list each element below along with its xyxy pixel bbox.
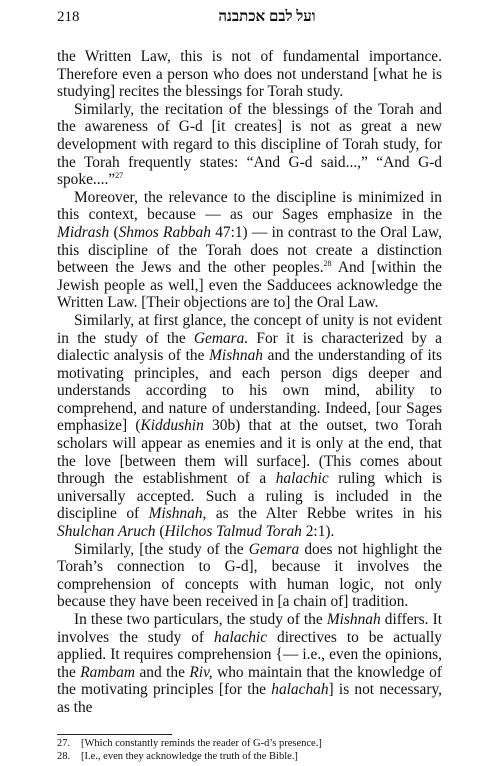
page-number: 218	[57, 9, 80, 25]
text-run: (	[109, 223, 119, 241]
text-run: who maintain that the knowledge of the motivating principles [for the	[57, 663, 442, 699]
italic-text: Mishnah	[209, 347, 263, 365]
text-run: ruling which is universally accepted. Such a ruling is included in the discipline of	[57, 470, 442, 523]
text-run: 30b) that at the outset, two Torah scholars will appear as enemies and it is only at the end, that the love [between them will surface]. (This comes about through the establishment of a	[57, 417, 442, 488]
running-title: ועל לבם אכתבנה	[218, 9, 316, 25]
body-text	[57, 48, 442, 717]
footnote	[57, 750, 442, 763]
paragraph	[57, 189, 442, 312]
text-run: directives to be actually applied. It requires comprehension {— i.e., even the opinions, the	[57, 628, 442, 681]
footnote-text: [I.e., even they acknowledge the truth of the Bible.]	[81, 751, 298, 762]
text-run: and the	[134, 663, 190, 681]
italic-text: Gemara	[248, 540, 300, 558]
italic-text: Midrash	[57, 223, 110, 241]
page-header	[57, 9, 442, 29]
italic-text: Kiddushin	[140, 417, 204, 435]
footnote-ref: 28	[323, 259, 332, 268]
paragraph	[57, 101, 442, 189]
footnote-number: 28.	[57, 751, 71, 762]
text-run: Similarly, the recitation of the blessings of the Torah and the awareness of G-d [it creates] is not as great a new development with regard to this discipline of Torah study, for the Torah frequently states: “And G-d said...,” “And G-d spoke....”	[57, 100, 442, 189]
footnotes	[57, 737, 442, 763]
text-run: as the Alter Rebbe writes in his	[206, 505, 442, 523]
text-run: 2:1).	[301, 523, 335, 541]
footnote-rule	[57, 734, 172, 735]
text-run: Similarly, [the study of the	[74, 540, 249, 558]
italic-text: Gemara.	[193, 329, 249, 347]
text-run: For it is characterized by a dialectic analysis of the	[57, 329, 442, 365]
text-run: ] is not necessary, as the	[57, 681, 442, 716]
text-run: differs. It involves the study of	[57, 611, 442, 646]
footnote-number: 27.	[57, 738, 71, 749]
text-run: the Written Law, this is not of fundamental importance. Therefore even a person who does not understand [what he is studying] recites the blessings for Torah study.	[57, 48, 442, 101]
text-run: and the understanding of its motivating principles, and each person digs deeper and understands according to his own mind, ability to comprehend, and nature of understanding. Indeed, [our Sages emphasize] (	[57, 347, 442, 435]
paragraph	[57, 611, 442, 717]
italic-text: Riv,	[189, 663, 213, 681]
italic-text: Shmos Rabbah	[118, 223, 211, 241]
italic-text: halachic	[275, 470, 329, 488]
paragraph	[57, 312, 442, 541]
italic-text: Hilchos Talmud Torah	[164, 523, 302, 541]
text-run: Similarly, at first glance, the concept of unity is not evident in the study of the	[57, 311, 442, 347]
text-run: does not highlight the Torah’s connection to G-d], because it involves the comprehension of concepts with human logic, not only because they have been received in [a chain of] tradition.	[57, 540, 442, 611]
text-run: (	[155, 523, 165, 541]
italic-text: Mishnah,	[148, 505, 207, 523]
italic-text: halachah	[271, 681, 329, 699]
italic-text: Mishnah	[326, 611, 381, 628]
footnote	[57, 737, 442, 750]
italic-text: Shulchan Aruch	[57, 523, 156, 541]
paragraph	[57, 48, 442, 101]
text-run: Moreover, the relevance to the discipline is minimized in this context, because — as our Sages emphasize in the	[57, 188, 442, 224]
text-run: And [within the Jewish people as well,] even the Sadducees acknowledge the Written Law. [Their objections are to] the Oral Law.	[57, 259, 442, 312]
text-run: In these two particulars, the study of the	[74, 611, 327, 628]
text-run: 47:1) — in contrast to the Oral Law, this discipline of the Torah does not create a distinction between the Jews and the other peoples.	[57, 223, 442, 277]
italic-text: Rambam	[80, 663, 135, 681]
italic-text: halachic	[214, 628, 268, 646]
footnote-ref: 27	[115, 171, 124, 181]
paragraph	[57, 541, 442, 611]
footnote-text: [Which constantly reminds the reader of G-d’s presence.]	[81, 738, 322, 749]
